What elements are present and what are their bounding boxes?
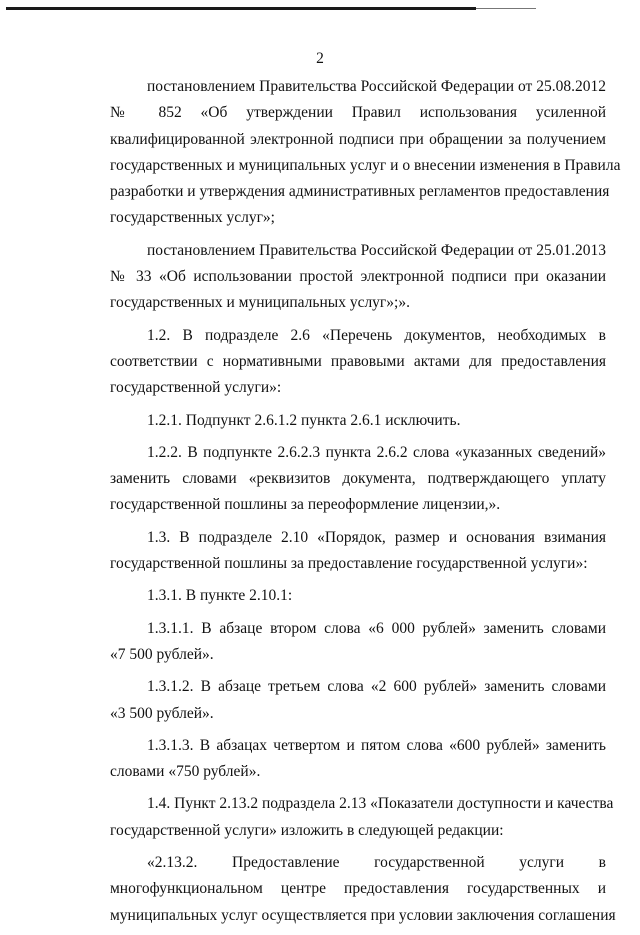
- text-line: словами «750 рублей».: [110, 763, 261, 781]
- text-line: квалифицированной электронной подписи при обращении за получением: [110, 130, 606, 148]
- paragraph: [110, 583, 606, 609]
- text-line: 1.3.1.3. В абзацах четвертом и пятом слова «600 рублей» заменить: [147, 736, 606, 754]
- text-line: «7 500 рублей».: [110, 645, 214, 663]
- text-line: «2.13.2. Предоставление государственной услуги в: [147, 854, 606, 872]
- paragraph: [110, 791, 614, 844]
- paragraph: [110, 74, 621, 232]
- paragraph: [110, 238, 606, 317]
- page-number: 2: [316, 50, 324, 67]
- paragraph: [110, 525, 606, 578]
- text-line: 1.3.1. В пункте 2.10.1:: [147, 587, 293, 605]
- text-line: 1.2.2. В подпункте 2.6.2.3 пункта 2.6.2 слова «указанных сведений»: [147, 443, 606, 461]
- text-line: разработки и утверждения административных регламентов предоставления: [110, 183, 610, 201]
- paragraph: [110, 323, 606, 402]
- document-body: [110, 74, 621, 935]
- paragraph: [110, 440, 606, 519]
- text-line: постановлением Правительства Российской Федерации от 25.08.2012: [147, 78, 606, 95]
- text-line: «3 500 рублей».: [110, 704, 214, 722]
- text-line: 1.3. В подразделе 2.10 «Порядок, размер и основания взимания: [147, 528, 606, 546]
- text-line: постановлением Правительства Российской Федерации от 25.01.2013: [147, 241, 606, 259]
- paragraph: [110, 733, 606, 786]
- text-line: государственных и муниципальных услуг»;».: [110, 294, 410, 312]
- text-line: государственной услуги»:: [110, 379, 282, 397]
- text-line: многофункциональном центре предоставления государственных и: [110, 880, 606, 898]
- text-line: государственных услуг»;: [110, 209, 275, 227]
- paragraph: [110, 850, 616, 929]
- text-line: 1.3.1.1. В абзаце втором слова «6 000 рублей» заменить словами: [147, 619, 606, 637]
- text-line: государственной услуги» изложить в следующей редакции:: [110, 821, 504, 839]
- top-border-line: [6, 7, 476, 10]
- text-line: муниципальных услуг осуществляется при условии заключения соглашения: [110, 906, 616, 924]
- text-line: 1.3.1.2. В абзаце третьем слова «2 600 рублей» заменить словами: [147, 678, 606, 696]
- text-line: государственной пошлины за переоформление лицензии,».: [110, 496, 501, 514]
- text-line: № 852 «Об утверждении Правил использования усиленной: [110, 104, 606, 122]
- text-line: 1.2.1. Подпункт 2.6.1.2 пункта 2.6.1 исключить.: [147, 411, 461, 429]
- paragraph: [110, 616, 606, 669]
- text-line: государственных и муниципальных услуг и о внесении изменения в Правила: [110, 156, 621, 174]
- text-line: соответствии с нормативными правовыми актами для предоставления: [110, 352, 606, 370]
- text-line: 1.2. В подразделе 2.6 «Перечень документов, необходимых в: [147, 326, 606, 344]
- text-line: № 33 «Об использовании простой электронной подписи при оказании: [110, 268, 606, 286]
- paragraph: [110, 408, 606, 434]
- text-line: государственной пошлины за предоставление государственной услуги»:: [110, 555, 588, 573]
- text-line: заменить словами «реквизитов документа, подтверждающего уплату: [110, 470, 606, 488]
- text-line: 1.4. Пункт 2.13.2 подраздела 2.13 «Показатели доступности и качества: [147, 795, 614, 813]
- paragraph: [110, 674, 606, 727]
